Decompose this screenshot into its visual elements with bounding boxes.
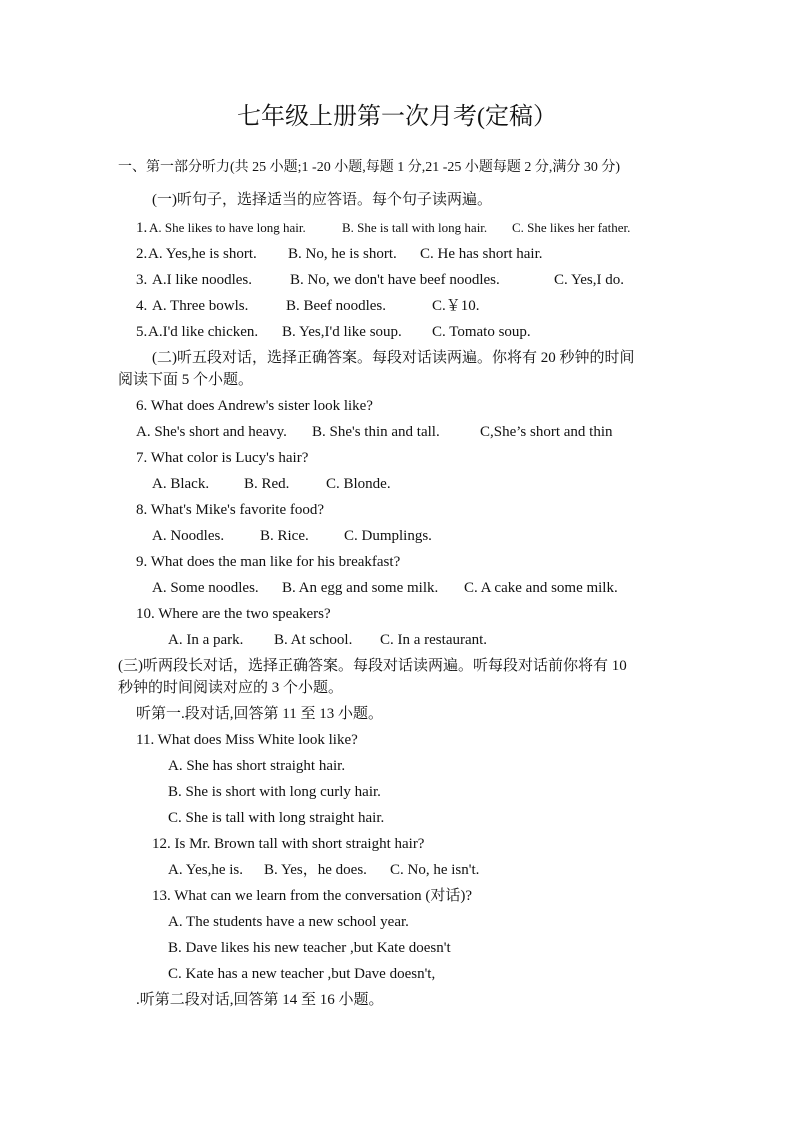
part2-heading: (二)听五段对话，选择正确答案。每段对话读两遍。你将有 20 秒钟的时间 (152, 350, 635, 366)
option-b: B. An egg and some milk. (282, 580, 439, 596)
question-number: 4. (136, 298, 148, 314)
question-8: 8. What's Mike's favorite food? (136, 502, 324, 518)
option-b: B. She is short with long curly hair. (168, 784, 381, 800)
question-9: 9. What does the man like for his breakfast? (136, 554, 401, 570)
option-b: B. Beef noodles. (286, 298, 386, 314)
option-b: B. No, he is short. (288, 246, 397, 262)
dialog-2-intro: .听第二段对话,回答第 14 至 16 小题。 (136, 992, 384, 1008)
part2-heading-cont: 阅读下面 5 个小题。 (118, 372, 254, 388)
option-a: A. Yes,he is short. (148, 246, 257, 262)
option-b: B. She's thin and tall. (312, 424, 440, 440)
question-13: 13. What can we learn from the conversation (对话)? (152, 888, 473, 904)
question-6: 6. What does Andrew's sister look like? (136, 398, 373, 414)
option-a: A. She has short straight hair. (168, 758, 346, 774)
question-4 (136, 296, 656, 316)
question-11: 11. What does Miss White look like? (136, 732, 358, 748)
option-a: A.I'd like chicken. (148, 324, 259, 340)
option-c: C. In a restaurant. (380, 632, 488, 648)
question-9-options (152, 578, 652, 598)
option-c: C. Yes,I do. (554, 272, 625, 288)
option-b: B. Rice. (260, 528, 309, 544)
option-b: B. Red. (244, 476, 290, 492)
option-c: C. She likes her father. (512, 220, 631, 235)
option-b: B. She is tall with long hair. (342, 220, 488, 235)
option-a: A. Black. (152, 476, 210, 492)
part1-heading: (一)听句子，选择适当的应答语。每个句子读两遍。 (152, 192, 492, 208)
option-b: B. Dave likes his new teacher ,but Kate doesn't (168, 940, 451, 956)
section-heading: 一、第一部分听力(共 25 小题;1 -20 小题,每题 1 分,21 -25 小题每题 2 分,满分 30 分) (118, 160, 621, 175)
option-a: A. Yes,he is. (168, 862, 244, 878)
question-12: 12. Is Mr. Brown tall with short straight hair? (152, 836, 425, 852)
option-c: C. Blonde. (326, 476, 391, 492)
option-a: A. The students have a new school year. (168, 914, 409, 930)
option-c: C. Tomato soup. (432, 324, 531, 340)
part3-heading: (三)听两段长对话，选择正确答案。每段对话读两遍。听每段对话前你将有 10 (118, 658, 627, 674)
question-8-options (152, 526, 552, 546)
option-c: C. No, he isn't. (390, 862, 480, 878)
option-c: C. Dumplings. (344, 528, 432, 544)
option-a: A. Noodles. (152, 528, 225, 544)
option-c: C. Kate has a new teacher ,but Dave doesn't, (168, 966, 436, 982)
option-c: C,She’s short and thin (480, 424, 613, 440)
option-a: A. Three bowls. (152, 298, 249, 314)
question-2 (136, 244, 656, 264)
option-a: A.I like noodles. (152, 272, 252, 288)
option-a: A. In a park. (168, 632, 244, 648)
option-c: C.￥10. (432, 298, 480, 314)
question-number: 1. (136, 220, 148, 236)
question-7-options (152, 474, 552, 494)
question-5 (136, 322, 656, 342)
option-a: A. She's short and heavy. (136, 424, 287, 440)
question-7: 7. What color is Lucy's hair? (136, 450, 309, 466)
option-a: A. She likes to have long hair. (149, 220, 306, 235)
question-3 (136, 270, 656, 290)
option-c: C. He has short hair. (420, 246, 543, 262)
option-b: B. Yes,I'd like soup. (282, 324, 402, 340)
option-b: B. Yes，he does. (264, 862, 367, 878)
option-c: C. A cake and some milk. (464, 580, 618, 596)
question-number: 3. (136, 272, 148, 288)
question-6-options (136, 422, 656, 442)
option-b: B. At school. (274, 632, 353, 648)
question-1 (136, 218, 656, 238)
question-number: 5. (136, 324, 148, 340)
option-c: C. She is tall with long straight hair. (168, 810, 385, 826)
question-12-options (168, 860, 568, 880)
question-10: 10. Where are the two speakers? (136, 606, 331, 622)
question-number: 2. (136, 246, 148, 262)
option-a: A. Some noodles. (152, 580, 259, 596)
page-title: 七年级上册第一次月考(定稿） (237, 104, 557, 130)
part3-heading-cont: 秒钟的时间阅读对应的 3 个小题。 (118, 680, 344, 696)
option-b: B. No, we don't have beef noodles. (290, 272, 500, 288)
question-10-options (168, 630, 568, 650)
dialog-1-intro: 听第一.段对话,回答第 11 至 13 小题。 (136, 706, 383, 722)
